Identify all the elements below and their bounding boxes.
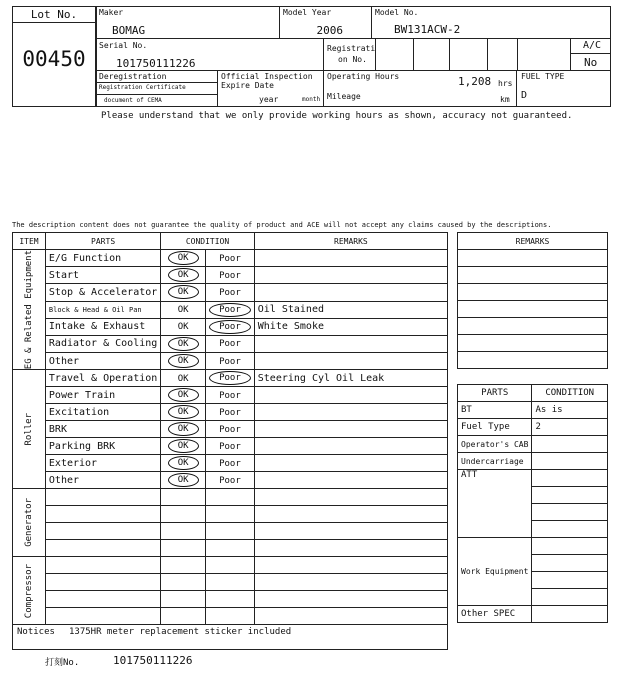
ok-mark: OK: [177, 373, 189, 384]
ok-cell: [161, 574, 206, 591]
poor-mark: Poor: [219, 458, 241, 469]
reg-box: [414, 39, 450, 71]
reg-box: [450, 39, 488, 71]
remark: [254, 353, 447, 370]
group-label: [13, 557, 46, 625]
reg-box: [376, 39, 414, 71]
poor-cell: [206, 250, 255, 267]
poor-mark: Poor: [219, 407, 241, 418]
part-name: Parking BRK: [45, 438, 160, 455]
part-name: Other: [45, 472, 160, 489]
col-parts: PARTS: [45, 233, 160, 250]
ok-cell: [161, 523, 206, 540]
inspection-row: [13, 387, 448, 404]
remark: [254, 421, 447, 438]
fuel-type-label: FUEL TYPE: [521, 72, 565, 81]
lot-box: [12, 6, 96, 107]
inspection-row: [13, 421, 448, 438]
poor-cell: [206, 335, 255, 352]
ok-cell: [161, 608, 206, 625]
remark: [254, 284, 447, 301]
registration-cell: [324, 39, 376, 71]
maker-cell: [96, 6, 280, 39]
remark: White Smoke: [254, 318, 447, 335]
notices-label: Notices: [17, 627, 55, 637]
ok-mark: OK: [168, 268, 199, 282]
operating-hours-label: Operating Hours: [327, 72, 400, 81]
poor-mark: Poor: [219, 475, 241, 486]
inspection-row: [13, 250, 448, 267]
poor-cell: [206, 540, 255, 557]
poor-cell: [206, 557, 255, 574]
poor-cell: [206, 472, 255, 489]
part-name: BRK: [45, 421, 160, 438]
right-col-condition: CONDITION: [532, 385, 608, 402]
right-part-att: ATT: [458, 470, 532, 538]
group-name: EG & Related Equipment: [23, 250, 34, 370]
cema-label: document of CEMA: [104, 97, 162, 104]
ok-cell: [161, 267, 206, 284]
inspection-row: [13, 370, 448, 387]
notices-text: 1375HR meter replacement sticker included: [69, 627, 292, 637]
inspection-row: [13, 489, 448, 506]
fuel-type-value: D: [521, 90, 528, 101]
inspection-row: [13, 540, 448, 557]
part-name: Stop & Accelerator: [45, 284, 160, 301]
remarks-row: [458, 352, 608, 369]
ok-mark: OK: [168, 354, 199, 368]
right-remarks-header: REMARKS: [458, 233, 608, 250]
part-name: Radiator & Cooling: [45, 335, 160, 352]
poor-cell: [206, 523, 255, 540]
hrs-unit: hrs: [498, 79, 513, 88]
ok-cell: [161, 489, 206, 506]
inspection-row: [13, 608, 448, 625]
ok-mark: OK: [168, 422, 199, 436]
remarks-row: [458, 250, 608, 267]
group-label: [13, 250, 46, 370]
part-name: [45, 540, 160, 557]
serial-value: 101750111226: [116, 57, 196, 70]
reg-box: [518, 39, 571, 71]
group-name: Generator: [23, 498, 34, 548]
operating-hours-value: 1,208: [458, 75, 492, 88]
group-label: [13, 370, 46, 489]
part-name: Start: [45, 267, 160, 284]
remark: [254, 335, 447, 352]
model-no-label: Model No.: [375, 8, 419, 17]
inspection-label-2: Expire Date: [221, 81, 274, 90]
col-condition: CONDITION: [161, 233, 254, 250]
part-name: [45, 489, 160, 506]
registration-value-cell: [376, 39, 571, 71]
inspection-row: [13, 404, 448, 421]
inspection-table: [12, 232, 448, 625]
poor-cell: [206, 353, 255, 370]
part-name: [45, 523, 160, 540]
part-name: Block & Head & Oil Pan: [45, 301, 160, 318]
ok-cell: [161, 591, 206, 608]
remark: [254, 506, 447, 523]
poor-cell: [206, 455, 255, 472]
inspection-row: [13, 591, 448, 608]
ok-cell: [161, 301, 206, 318]
inspection-row: [13, 267, 448, 284]
model-year-value: 2006: [316, 24, 343, 37]
right-remarks-table: [457, 232, 608, 369]
km-unit: km: [500, 95, 510, 104]
remark: Steering Cyl Oil Leak: [254, 370, 447, 387]
poor-mark: Poor: [219, 270, 241, 281]
ok-mark: OK: [168, 456, 199, 470]
ok-mark: OK: [168, 388, 199, 402]
stamp-value: 101750111226: [113, 654, 193, 667]
ok-cell: [161, 250, 206, 267]
remarks-row: [458, 267, 608, 284]
part-name: [45, 608, 160, 625]
inspection-cell: [218, 71, 324, 107]
poor-cell: [206, 591, 255, 608]
remark: [254, 574, 447, 591]
model-year-cell: [280, 6, 372, 39]
ac-cell: [571, 39, 611, 71]
remark: [254, 455, 447, 472]
model-no-cell: [372, 6, 611, 39]
poor-cell: [206, 284, 255, 301]
registration-label-2: on No.: [338, 55, 367, 64]
right-work-equipment: Work Equipment: [458, 538, 532, 606]
ac-value: No: [584, 56, 598, 69]
part-name: [45, 591, 160, 608]
ok-cell: [161, 506, 206, 523]
poor-cell: [206, 438, 255, 455]
ok-cell: [161, 438, 206, 455]
remark: [254, 557, 447, 574]
poor-cell: [206, 506, 255, 523]
right-part-fuel: Fuel Type: [458, 419, 532, 436]
mileage-label: Mileage: [327, 92, 361, 101]
inspection-row: [13, 353, 448, 370]
poor-mark: Poor: [219, 441, 241, 452]
lot-label: Lot No.: [13, 7, 95, 23]
col-item: ITEM: [13, 233, 46, 250]
right-part-undercarriage: Undercarriage: [458, 453, 532, 470]
fuel-type-cell: [517, 71, 611, 107]
part-name: Travel & Operation: [45, 370, 160, 387]
poor-cell: [206, 608, 255, 625]
remark: [254, 472, 447, 489]
poor-mark: Poor: [209, 371, 251, 385]
right-part-cab: Operator's CAB: [458, 436, 532, 453]
right-cond-fuel: 2: [532, 419, 608, 436]
remarks-row: [458, 284, 608, 301]
poor-cell: [206, 267, 255, 284]
inspection-row: [13, 335, 448, 352]
maker-value: BOMAG: [112, 24, 146, 37]
remark: [254, 438, 447, 455]
inspection-row: [13, 455, 448, 472]
poor-cell: [206, 387, 255, 404]
part-name: E/G Function: [45, 250, 160, 267]
ok-cell: [161, 335, 206, 352]
col-remarks: REMARKS: [254, 233, 447, 250]
lot-number: 00450: [22, 47, 86, 71]
ok-mark: OK: [177, 322, 189, 333]
remark: [254, 540, 447, 557]
ok-cell: [161, 284, 206, 301]
inspection-row: [13, 301, 448, 318]
group-name: Compressor: [23, 563, 34, 618]
part-name: Excitation: [45, 404, 160, 421]
hours-notice: Please understand that we only provide working hours as shown, accuracy not guaranteed.: [101, 111, 573, 121]
month-label: month: [302, 96, 321, 103]
part-name: [45, 506, 160, 523]
remark: [254, 250, 447, 267]
poor-mark: Poor: [219, 339, 241, 350]
stamp-label: 打刻No.: [45, 658, 80, 668]
remarks-row: [458, 301, 608, 318]
ok-cell: [161, 557, 206, 574]
poor-mark: Poor: [219, 287, 241, 298]
ok-cell: [161, 421, 206, 438]
ok-mark: OK: [168, 439, 199, 453]
part-name: Exterior: [45, 455, 160, 472]
deregistration-label: Deregistration: [99, 72, 167, 81]
disclaimer: The description content does not guarantee the quality of product and ACE will not accept any claims caused by the descriptions.: [12, 221, 552, 229]
poor-cell: [206, 574, 255, 591]
inspection-row: [13, 438, 448, 455]
ok-mark: OK: [168, 473, 199, 487]
deregistration-cell: [96, 71, 218, 107]
ok-cell: [161, 370, 206, 387]
part-name: [45, 557, 160, 574]
part-name: Other: [45, 353, 160, 370]
poor-mark: Poor: [219, 253, 241, 264]
reg-box: [488, 39, 518, 71]
inspection-row: [13, 523, 448, 540]
serial-label: Serial No.: [99, 41, 148, 50]
ok-cell: [161, 540, 206, 557]
inspection-row: [13, 472, 448, 489]
poor-mark: Poor: [209, 303, 251, 317]
remark: [254, 523, 447, 540]
remark: [254, 387, 447, 404]
right-part-bt: BT: [458, 402, 532, 419]
ok-cell: [161, 404, 206, 421]
remark: [254, 489, 447, 506]
part-name: Power Train: [45, 387, 160, 404]
right-cond-bt: As is: [532, 402, 608, 419]
poor-cell: [206, 404, 255, 421]
poor-cell: [206, 421, 255, 438]
registration-label-1: Registrati: [327, 44, 376, 53]
inspection-row: [13, 574, 448, 591]
right-other-spec: Other SPEC: [458, 606, 532, 623]
inspection-row: [13, 284, 448, 301]
group-name: Roller: [23, 412, 34, 446]
part-name: [45, 574, 160, 591]
poor-cell: [206, 489, 255, 506]
part-name: Intake & Exhaust: [45, 318, 160, 335]
poor-mark: Poor: [209, 320, 251, 334]
serial-cell: [96, 39, 324, 71]
ok-cell: [161, 455, 206, 472]
remark: [254, 591, 447, 608]
ok-cell: [161, 353, 206, 370]
group-label: [13, 489, 46, 557]
inspection-label-1: Official Inspection: [221, 72, 313, 81]
ok-cell: [161, 472, 206, 489]
right-col-parts: PARTS: [458, 385, 532, 402]
poor-cell: [206, 318, 255, 335]
model-no-value: BW131ACW-2: [394, 23, 461, 36]
ok-mark: OK: [168, 285, 199, 299]
ok-cell: [161, 387, 206, 404]
ok-mark: OK: [168, 337, 199, 351]
model-year-label: Model Year: [283, 8, 332, 17]
ac-label: A/C: [583, 40, 602, 51]
poor-cell: [206, 370, 255, 387]
remark: [254, 608, 447, 625]
remark: Oil Stained: [254, 301, 447, 318]
poor-mark: Poor: [219, 390, 241, 401]
right-parts-table: [457, 384, 608, 623]
ok-mark: OK: [177, 305, 189, 316]
poor-mark: Poor: [219, 356, 241, 367]
ok-mark: OK: [168, 405, 199, 419]
remarks-row: [458, 318, 608, 335]
inspection-row: [13, 506, 448, 523]
remark: [254, 404, 447, 421]
poor-mark: Poor: [219, 424, 241, 435]
ok-cell: [161, 318, 206, 335]
inspection-row: [13, 557, 448, 574]
remarks-row: [458, 335, 608, 352]
poor-cell: [206, 301, 255, 318]
ok-mark: OK: [168, 251, 199, 265]
inspection-row: [13, 318, 448, 335]
hours-cell: [324, 71, 517, 107]
maker-label: Maker: [99, 8, 124, 17]
reg-certificate-label: Registration Certificate: [99, 84, 186, 91]
year-label: year: [259, 95, 279, 104]
notices-box: [12, 624, 448, 650]
remark: [254, 267, 447, 284]
